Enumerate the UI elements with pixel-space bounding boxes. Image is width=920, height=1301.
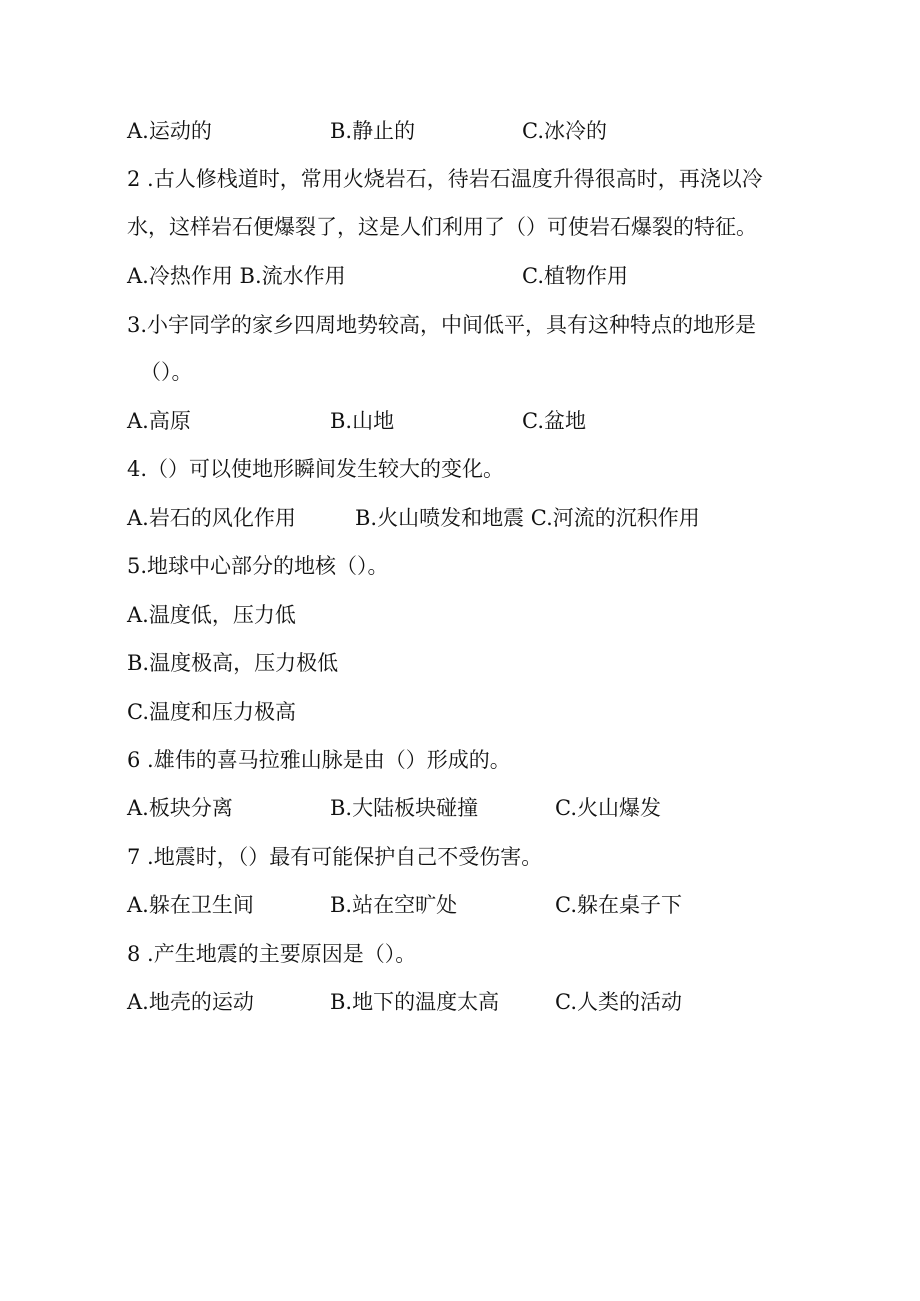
option-a: A.高原 [127,409,191,433]
question-text: 4.（）可以使地形瞬间发生较大的变化。 [127,457,505,481]
option-c: C.温度和压力极高 [127,700,296,724]
option-a: A.温度低，压力低 [127,603,296,627]
question-text: 3.小宇同学的家乡四周地势较高，中间低平，具有这种特点的地形是 [127,313,757,337]
question-text: 8 .产生地震的主要原因是（）。 [127,942,417,966]
question-text: 5.地球中心部分的地核（）。 [127,554,389,578]
option-b-c: B.火山喷发和地震 C.河流的沉积作用 [355,506,700,530]
option-a-b: A.冷热作用 B.流水作用 [127,264,346,288]
option-c: C.植物作用 [522,264,628,288]
question-text: （）。 [140,360,193,384]
option-c: C.人类的活动 [555,990,682,1014]
option-c: C.盆地 [522,409,586,433]
question-text: 7 .地震时，（）最有可能保护自己不受伤害。 [127,845,543,869]
option-b: B.静止的 [330,119,416,143]
option-a: A.躲在卫生间 [127,893,254,917]
option-a: A.地壳的运动 [127,990,254,1014]
option-c: C.躲在桌子下 [555,893,682,917]
option-a: A.板块分离 [127,796,233,820]
option-c: C.冰冷的 [522,119,607,143]
option-a: A.岩石的风化作用 [127,506,296,530]
option-c: C.火山爆发 [555,796,661,820]
option-b: B.温度极高，压力极低 [127,651,339,675]
option-a: A.运动的 [127,119,212,143]
option-b: B.山地 [330,409,395,433]
question-text: 水，这样岩石便爆裂了，这是人们利用了（）可使岩石爆裂的特征。 [127,215,757,239]
question-text: 6 .雄伟的喜马拉雅山脉是由（）形成的。 [127,748,511,772]
option-b: B.大陆板块碰撞 [330,796,479,820]
option-b: B.地下的温度太高 [330,990,500,1014]
question-text: 2 .古人修栈道时，常用火烧岩石，待岩石温度升得很高时，再浇以冷 [127,167,763,191]
option-b: B.站在空旷处 [330,893,458,917]
